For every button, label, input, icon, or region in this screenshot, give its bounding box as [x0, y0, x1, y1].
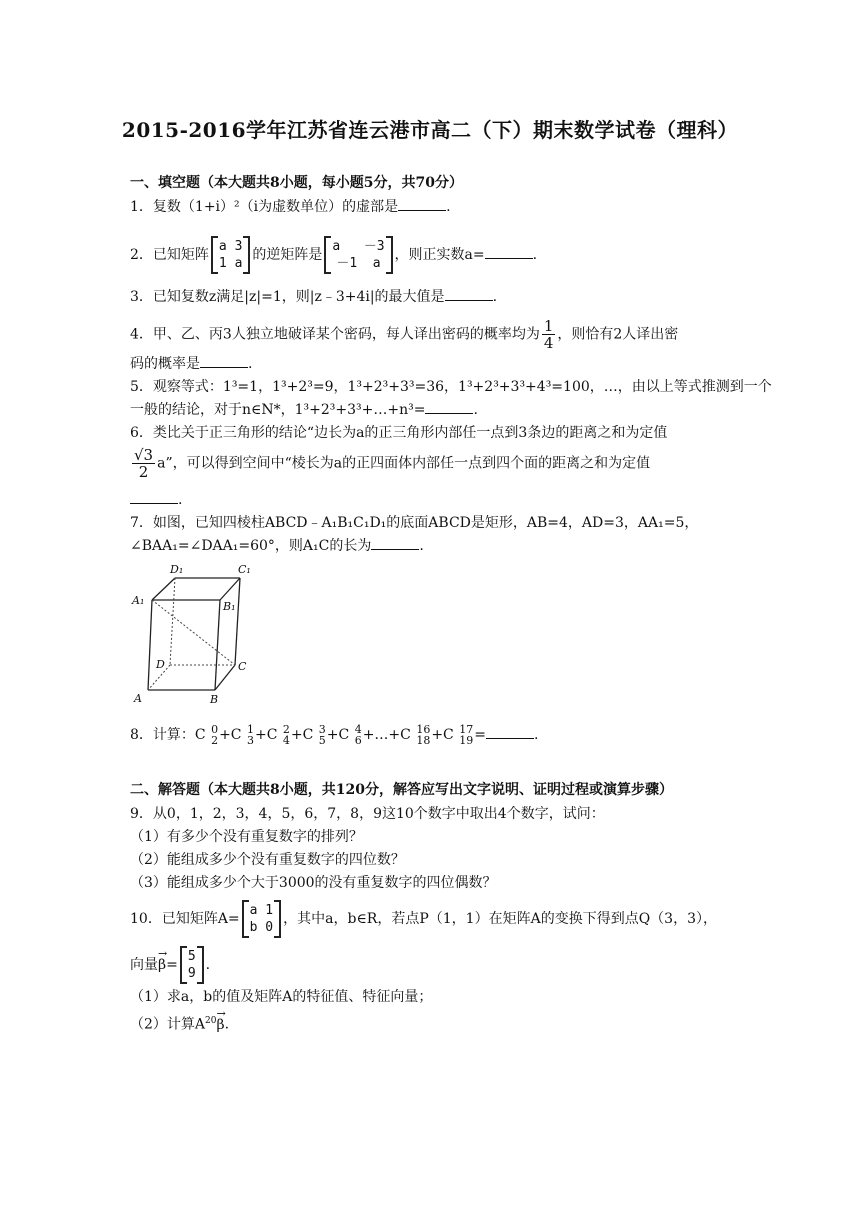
matrix-a: a 1 b 0 — [242, 900, 281, 938]
label-c1: C₁ — [238, 563, 251, 576]
comb-term: 2 4 — [282, 723, 290, 747]
answer-blank — [425, 401, 473, 414]
vector-beta: → β — [158, 955, 166, 975]
comb-term: 3 5 — [318, 723, 326, 747]
question-10-part1: （1）求a，b的值及矩阵A的特征值、特征向量； — [130, 989, 433, 1005]
label-a1: A₁ — [132, 594, 145, 607]
matrix-1: a 3 1 a — [211, 236, 250, 274]
vector-beta: → β — [216, 1015, 224, 1035]
question-10-part2: （2）计算$A^{20}\to \beta$. — [130, 1011, 229, 1035]
answer-blank — [371, 537, 419, 550]
hidden-edge — [170, 578, 175, 665]
question-9-part3: （3）能组成多少个大于3000的没有重复数字的四位偶数？ — [130, 875, 497, 891]
answer-blank — [398, 198, 446, 211]
label-b1: B₁ — [223, 600, 236, 613]
edge — [235, 578, 240, 665]
edge — [215, 600, 220, 690]
section1-heading: 一、填空题（本大题共8小题，每小题5分，共70分） — [130, 175, 463, 191]
answer-blank — [485, 246, 533, 259]
question-7-line2: ∠BAA₁=∠DAA₁=60°，则A₁C的长为 . — [130, 538, 424, 554]
question-10-vector: 向量→ β= 5 9 . — [130, 946, 210, 984]
edge — [215, 665, 235, 690]
question-7: 7．如图，已知四棱柱ABCD﹣A₁B₁C₁D₁的底面ABCD是矩形，AB=4，AD=3，AA₁=5， — [130, 515, 699, 531]
prism-figure — [130, 560, 260, 705]
question-2: 2．已知矩阵 a 3 1 a 的逆矩阵是 a －3 －1 a ，则正实数a= . — [130, 236, 537, 274]
edge — [152, 578, 175, 600]
question-5: 5．观察等式：1³=1，1³+2³=9，1³+2³+3³=36，1³+2³+3³+4³=100，…，由以上等式推测到一个 — [130, 379, 772, 395]
comb-term: 17 19 — [459, 723, 474, 747]
question-9-part1: （1）有多少个没有重复数字的排列？ — [130, 829, 363, 845]
section2-heading: 二、解答题（本大题共8小题，共120分，解答应写出文字说明、证明过程或演算步骤） — [130, 782, 673, 798]
comb-term: 0 2 — [211, 723, 219, 747]
question-1: 1．复数（1+i）²（i为虚数单位）的虚部是 . — [130, 199, 451, 215]
label-d: D — [156, 658, 165, 671]
fraction: $\frac{1}{4}$ — [543, 317, 554, 352]
fraction: $\frac{√3}{2}$ — [134, 446, 154, 481]
answer-blank — [486, 726, 534, 739]
answer-blank — [445, 288, 493, 301]
label-a: A — [134, 692, 142, 705]
vector-column: 5 9 — [180, 946, 204, 984]
question-6-line2: $\frac{√3}{2}$ a”，可以得到空间中“棱长为a的正四面体内部任一点到四个面的距离之和为定值 — [134, 446, 651, 481]
comb-term: 1 3 — [246, 723, 254, 747]
comb-term: 16 18 — [416, 723, 431, 747]
edge — [148, 600, 152, 690]
edge — [220, 578, 240, 600]
question-9-part2: （2）能组成多少个没有重复数字的四位数？ — [130, 852, 405, 868]
comb-term: 4 6 — [354, 723, 362, 747]
question-3: 3．已知复数z满足|z|=1，则|z﹣3+4i|的最大值是 . — [130, 289, 498, 305]
question-10: 10．已知矩阵A= a 1 b 0 ，其中a，b∈R，若点P（1，1）在矩阵A的变换下得到点Q（3，3）， — [130, 900, 717, 938]
question-6: 6．类比关于正三角形的结论“边长为a的正三角形内部任一点到3条边的距离之和为定值 — [130, 425, 668, 441]
question-4-line2: 码的概率是 . — [130, 356, 253, 372]
question-6-line3: . — [130, 490, 182, 510]
label-c: C — [238, 660, 247, 673]
question-8: 8．计算：C 0 2 +C 1 3 +C 2 4 +C 3 5 +C 4 6 +…+C 16 18 +C 17 19 = . — [130, 723, 539, 747]
inverse-matrix: a －3 －1 a — [324, 236, 392, 274]
question-4: 4．甲、乙、丙3人独立地破译某个密码，每人译出密码的概率均为 $\frac{1}{4}$ ，则恰有2人译出密 — [130, 317, 679, 352]
answer-blank — [130, 491, 178, 504]
question-5-line2: 一般的结论，对于n∈N*，1³+2³+3³+…+n³= . — [130, 402, 478, 418]
question-9: 9．从0，1，2，3，4，5，6，7，8，9这10个数字中取出4个数字，试问： — [130, 806, 605, 822]
answer-blank — [200, 355, 248, 368]
label-d1: D₁ — [170, 563, 184, 576]
page-title: 2015-2016学年江苏省连云港市高二（下）期末数学试卷（理科） — [121, 118, 739, 142]
label-b: B — [210, 693, 219, 705]
